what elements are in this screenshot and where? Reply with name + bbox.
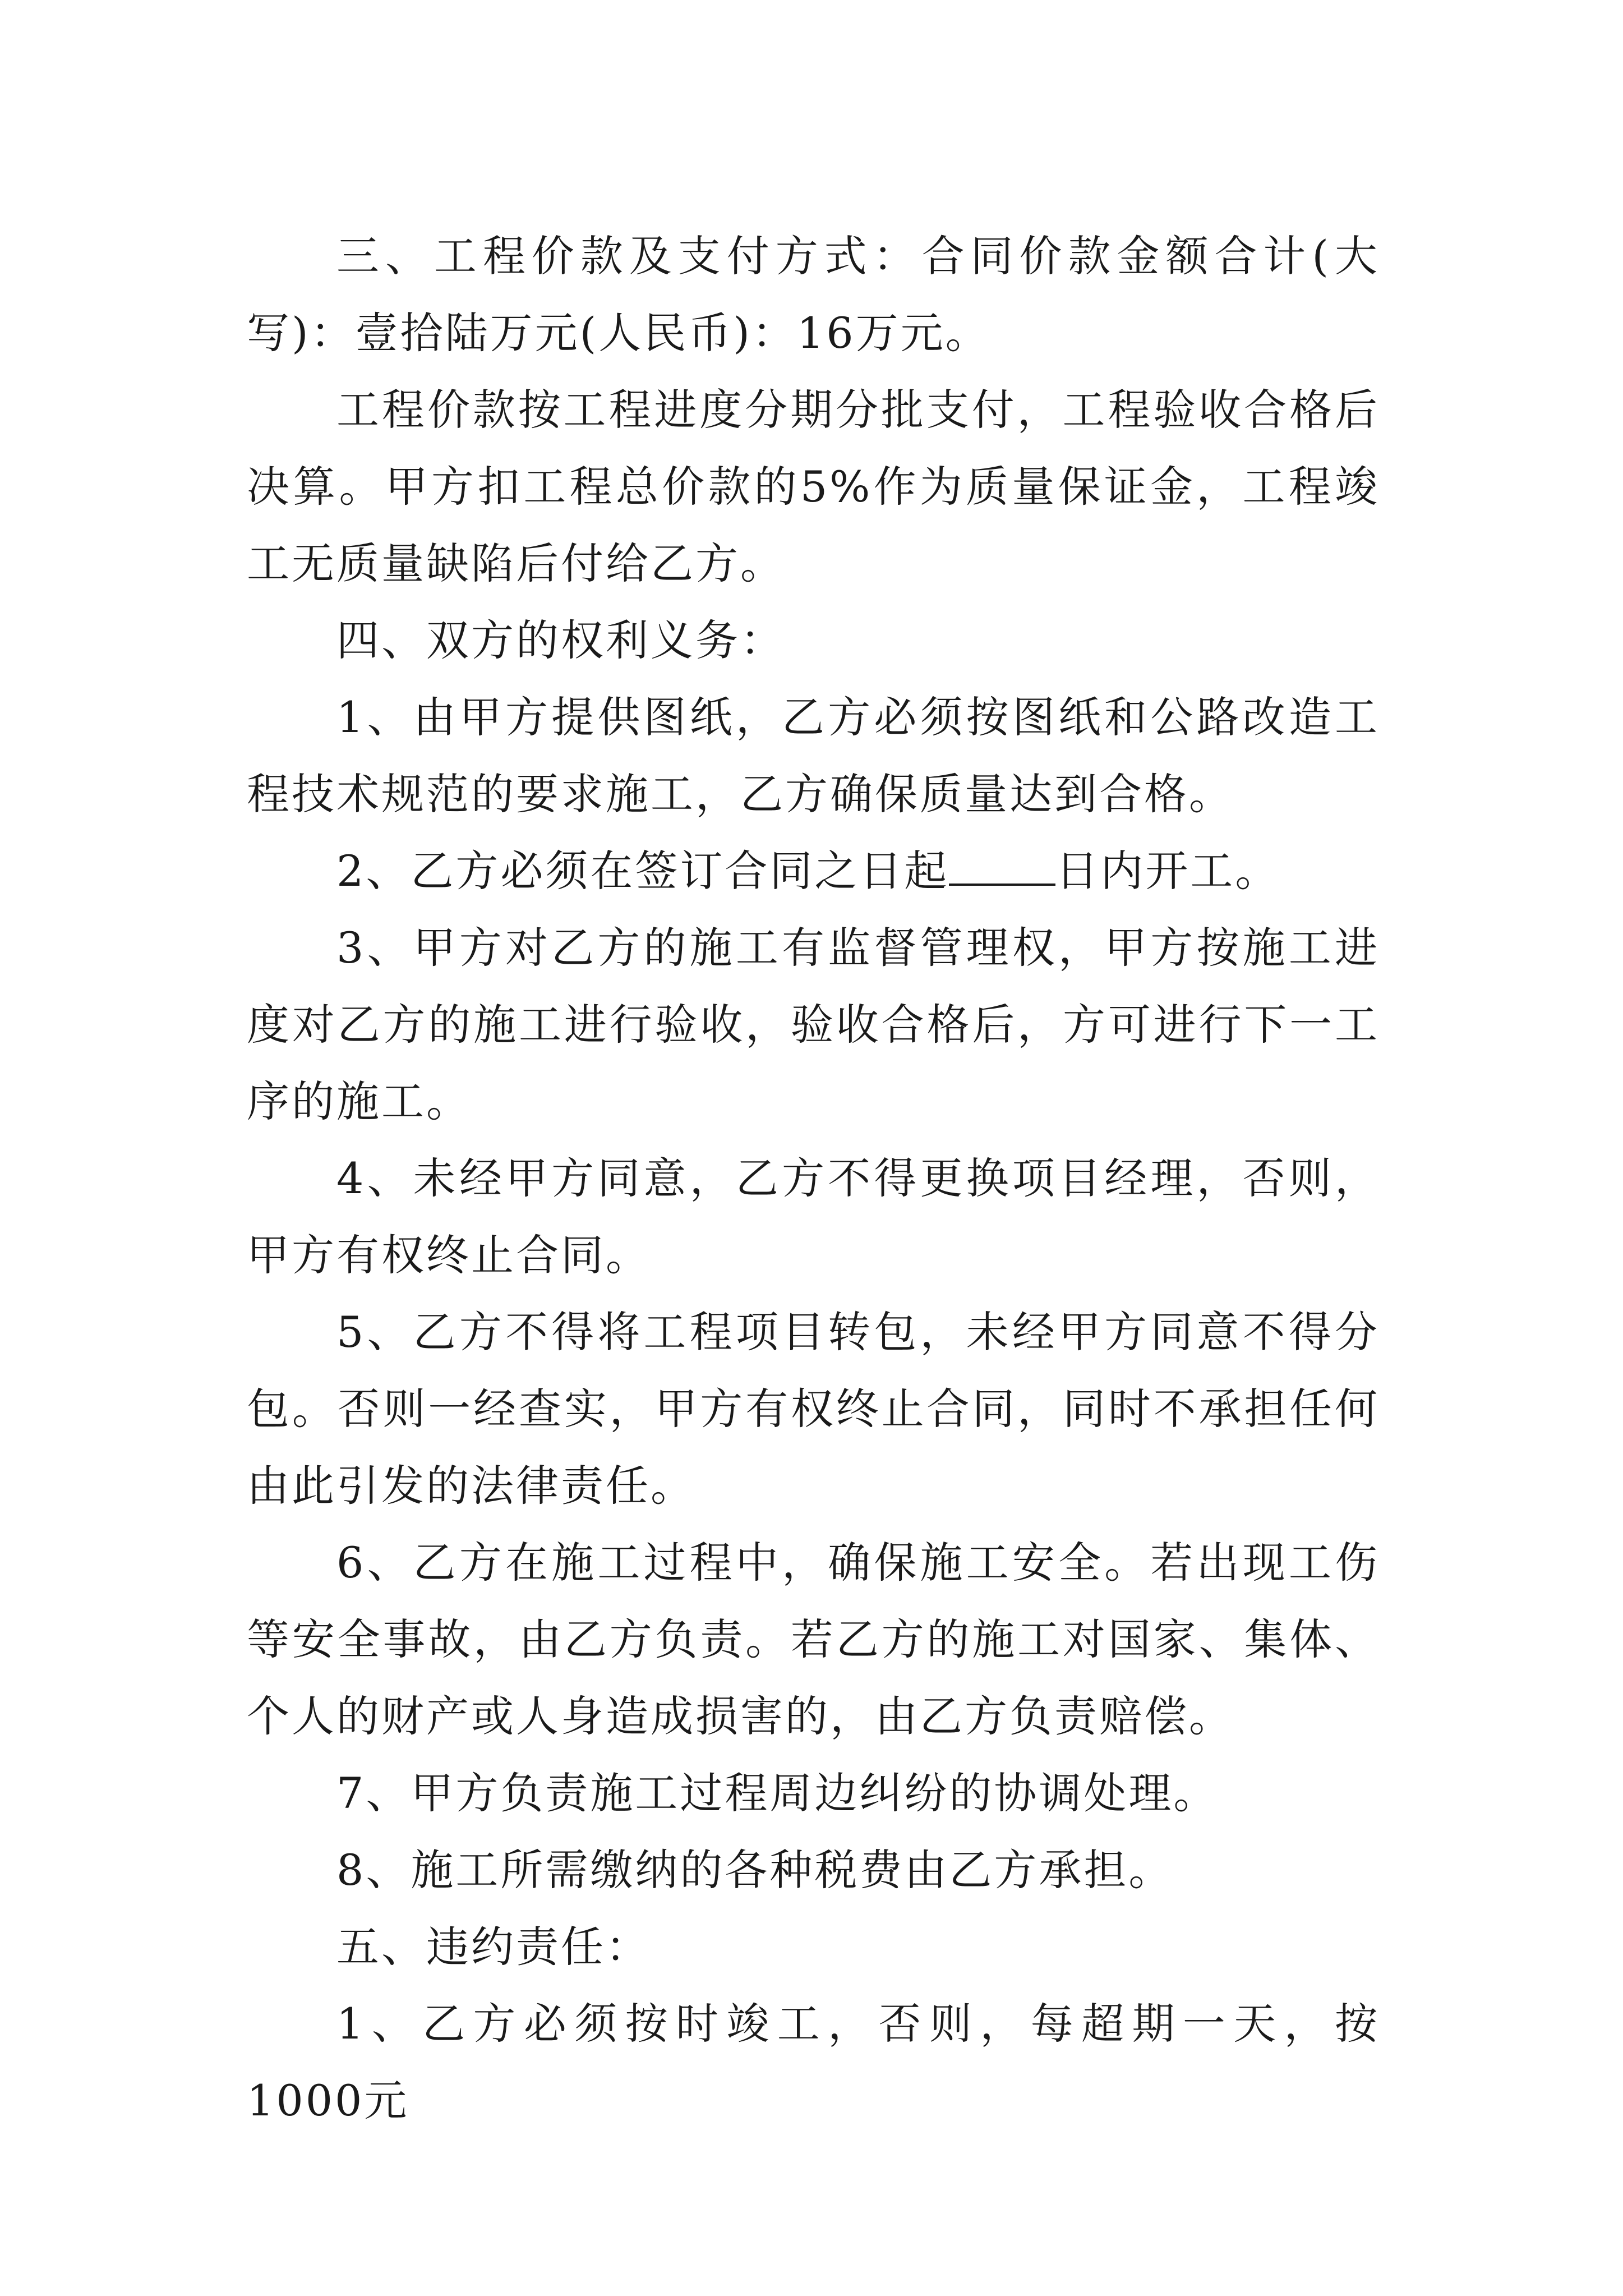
clause-5-heading: 五、违约责任： (336, 1922, 651, 1972)
clause-4-item-8: 8、施工所需缴纳的各种税费由乙方承担。 (336, 1845, 1174, 1895)
clause-4-item-1: 1、由甲方提供图纸，乙方必须按图纸和公路改造工程技术规范的要求施工，乙方确保质量达到合格。 (247, 692, 1380, 819)
clause-4-item-4: 4、未经甲方同意，乙方不得更换项目经理，否则，甲方有权终止合同。 (247, 1153, 1380, 1280)
clause-3-payment-schedule: 工程价款按工程进度分期分批支付，工程验收合格后决算。甲方扣工程总价款的5%作为质量保证金，工程竣工无质量缺陷后付给乙方。 (247, 385, 1380, 588)
fill-in-blank (949, 849, 1055, 886)
clause-4-heading: 四、双方的权利义务： (336, 615, 785, 665)
clause-5-item-1: 1、乙方必须按时竣工，否则，每超期一天，按1000元 (247, 1999, 1380, 2125)
clause-4-item-3: 3、甲方对乙方的施工有监督管理权，甲方按施工进度对乙方的施工进行验收，验收合格后，方可进行下一工序的施工。 (247, 923, 1380, 1126)
clause-3-payment-total: 三、工程价款及支付方式：合同价款金额合计(大写)：壹拾陆万元(人民币)：16万元。 (247, 231, 1380, 358)
clause-4-item-5: 5、乙方不得将工程项目转包，未经甲方同意不得分包。否则一经查实，甲方有权终止合同，同时不承担任何由此引发的法律责任。 (247, 1307, 1380, 1511)
document-body (247, 218, 1380, 2139)
clause-4-item-2 (247, 832, 1380, 909)
clause-4-item-2-before: 2、乙方必须在签订合同之日起 (336, 846, 949, 896)
clause-4-item-7: 7、甲方负责施工过程周边纠纷的协调处理。 (336, 1768, 1219, 1818)
clause-4-item-6: 6、乙方在施工过程中，确保施工安全。若出现工伤等安全事故，由乙方负责。若乙方的施工对国家、集体、个人的财产或人身造成损害的，由乙方负责赔偿。 (247, 1538, 1380, 1741)
clause-4-item-2-after: 日内开工。 (1055, 846, 1280, 896)
